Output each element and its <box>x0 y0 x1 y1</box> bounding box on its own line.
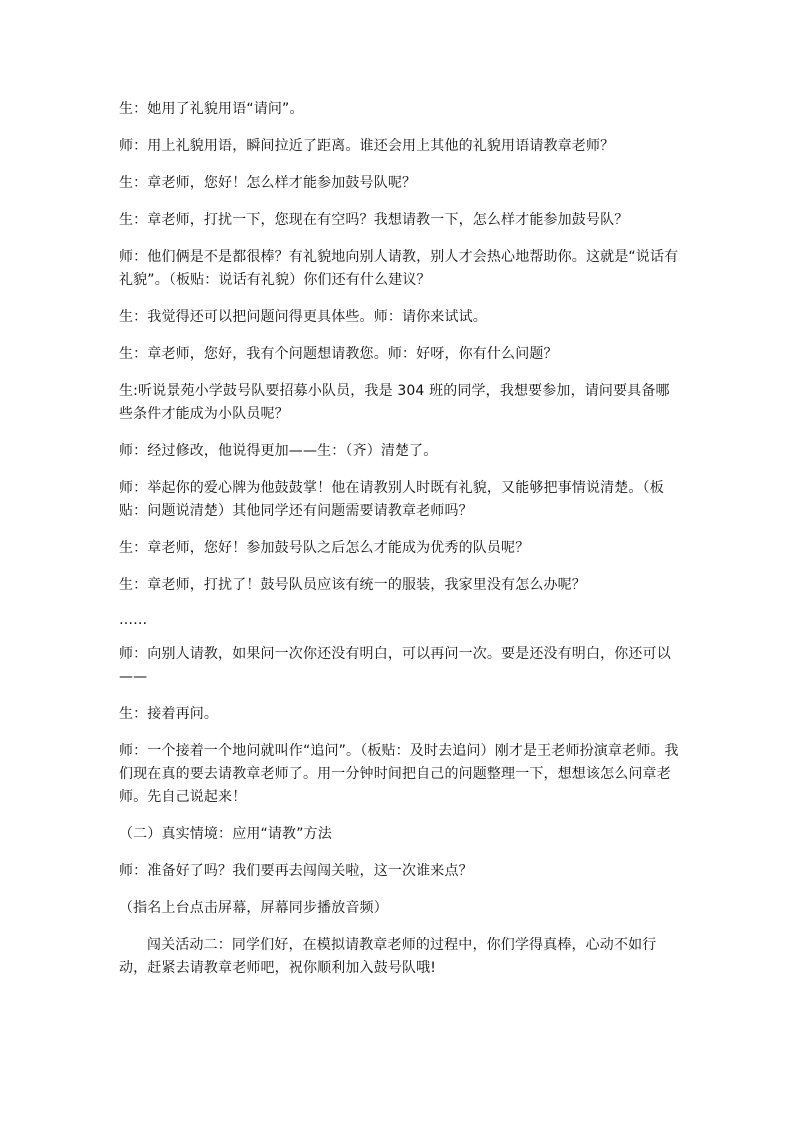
paragraph-13: 师：向别人请教，如果问一次你还没有明白，可以再问一次。要是还没有明白，你还可以—— <box>119 646 671 685</box>
paragraph-ellipsis: …… <box>119 612 148 628</box>
paragraph-6: 生：我觉得还可以把问题问得更具体些。师：请你来试试。 <box>119 309 487 325</box>
paragraph-5: 师：他们俩是不是都很棒？有礼貌地向别人请教，别人才会热心地帮助你。这就是“说话有礼貌”。（板贴：说话有礼貌）你们还有什么建议？ <box>119 249 679 288</box>
paragraph-8: 生:听说景苑小学鼓号队要招募小队员，我是 304 班的同学，我想要参加，请问要具备哪些条件才能成为小队员呢？ <box>119 383 670 422</box>
paragraph-10: 师：举起你的爱心牌为他鼓鼓掌！他在请教别人时既有礼貌，又能够把事情说清楚。（板贴：问题说清楚）其他同学还有问题需要请教章老师吗？ <box>119 480 664 519</box>
paragraph-14: 生：接着再问。 <box>119 706 219 722</box>
paragraph-17: （指名上台点击屏幕，屏幕同步播放音频） <box>119 900 388 916</box>
paragraph-4: 生：章老师，打扰一下，您现在有空吗？我想请教一下，怎么样才能参加鼓号队？ <box>119 212 629 228</box>
paragraph-2: 师：用上礼貌用语，瞬间拉近了距离。谁还会用上其他的礼貌用语请教章老师？ <box>119 138 615 154</box>
paragraph-3: 生：章老师，您好！怎么样才能参加鼓号队呢？ <box>119 175 417 191</box>
paragraph-12: 生：章老师，打扰了！鼓号队员应该有统一的服装，我家里没有怎么办呢？ <box>119 577 586 593</box>
paragraph-15: 师：一个接着一个地问就叫作“追问”。（板贴：及时去追问）刚才是王老师扮演章老师。我们现在真的要去请教章老师了。用一分钟时间把自己的问题整理一下，想想该怎么问章老师。先自己说起来！ <box>119 743 679 805</box>
paragraph-16: 师：准备好了吗？我们要再去闯闯关啦，这一次谁来点？ <box>119 863 473 879</box>
paragraph-11: 生：章老师，您好！参加鼓号队之后怎么才能成为优秀的队员呢？ <box>119 540 530 556</box>
paragraph-9: 师：经过修改，他说得更加——生：（齐）清楚了。 <box>119 443 438 459</box>
document-body <box>119 98 679 994</box>
paragraph-1: 生：她用了礼貌用语“请问”。 <box>119 101 304 117</box>
paragraph-7: 生：章老师，您好，我有个问题想请教您。师：好呀，你有什么问题？ <box>119 346 558 362</box>
paragraph-18: 闯关活动二：同学们好，在模拟请教章老师的过程中，你们学得真棒，心动不如行动，赶紧去请教章老师吧，祝你顺利加入鼓号队哦! <box>119 937 657 976</box>
section-heading: （二）真实情境：应用“请教”方法 <box>119 826 332 842</box>
